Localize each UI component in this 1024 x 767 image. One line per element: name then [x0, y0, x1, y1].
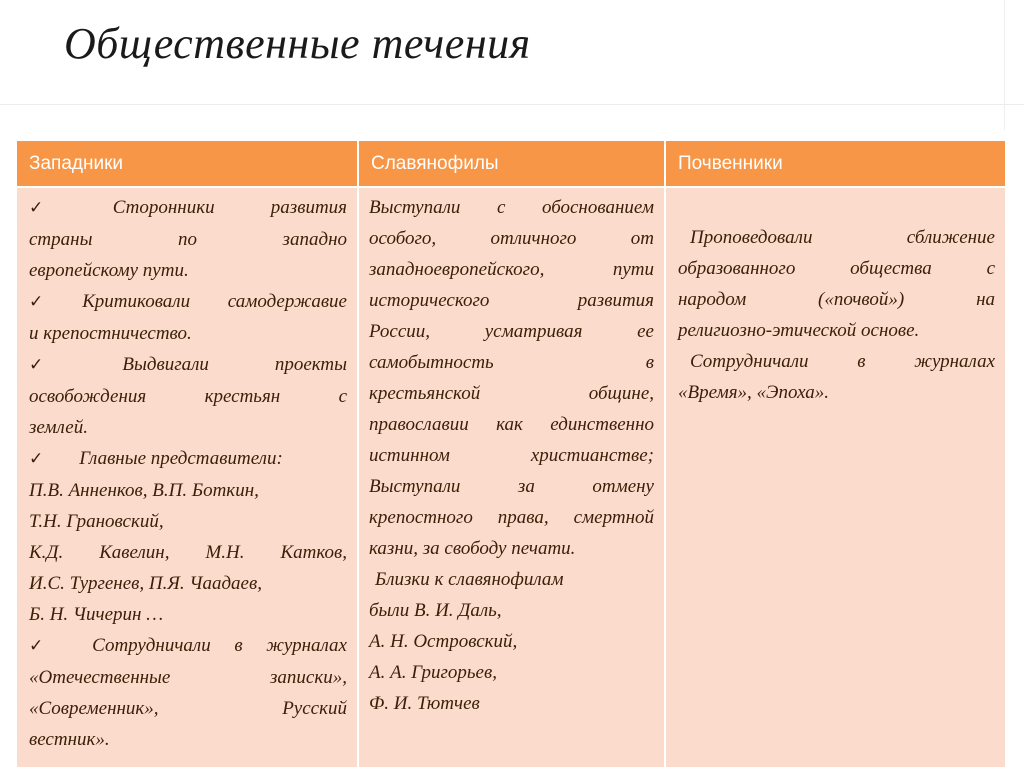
list-item: ✓ Главные представители: — [29, 448, 283, 469]
text-line: народом («почвой») на — [678, 289, 995, 310]
list-item: ✓ Сотрудничали в журналах — [29, 635, 347, 656]
text-line: И.С. Тургенев, П.Я. Чаадаев, — [29, 573, 262, 594]
text-line: европейскому пути. — [29, 260, 189, 281]
slavophiles-cell — [358, 187, 665, 767]
check-mark-icon: ✓ — [29, 355, 105, 375]
text-line: «Современник», Русский — [29, 698, 347, 719]
westerners-cell — [17, 187, 358, 767]
text-line: Ф. И. Тютчев — [369, 693, 480, 714]
list-item: ✓ Критиковали самодержавие — [29, 291, 347, 312]
check-mark-icon: ✓ — [29, 636, 63, 656]
text-line: вестник». — [29, 729, 110, 750]
text-line: А. А. Григорьев, — [369, 662, 497, 683]
text-line: православии как единственно — [369, 414, 654, 435]
text-line: крестьянской общине, — [369, 383, 654, 404]
text-line: «Время», «Эпоха». — [678, 382, 830, 403]
text-line: и крепостничество. — [29, 323, 192, 344]
header-pochvenniki: Почвенники — [665, 141, 1005, 187]
text-line: Б. Н. Чичерин … — [29, 604, 164, 625]
list-item: ✓ Выдвигали проекты — [29, 354, 347, 375]
social-movements-table — [17, 141, 1005, 767]
text-line: России, усматривая ее — [369, 321, 654, 342]
check-mark-icon: ✓ — [29, 449, 44, 469]
header-westerners: Западники — [17, 141, 358, 187]
text-line: Сотрудничали в журналах — [690, 351, 995, 372]
list-item: ✓ Сторонники развития — [29, 197, 347, 218]
pochvenniki-cell — [665, 187, 1005, 767]
text-line: Выступали с обоснованием — [369, 197, 654, 218]
right-divider-line — [1004, 0, 1005, 130]
text-line: казни, за свободу печати. — [369, 538, 576, 559]
check-mark-icon: ✓ — [29, 198, 95, 218]
table-header-row — [17, 141, 1005, 187]
header-slavophiles: Славянофилы — [358, 141, 665, 187]
text-line: самобытность в — [369, 352, 654, 373]
slide-title: Общественные течения — [64, 19, 531, 68]
text-line: А. Н. Островский, — [369, 631, 518, 652]
text-line: К.Д. Кавелин, М.Н. Катков, — [29, 542, 347, 563]
text-line: Выступали за отмену — [369, 476, 654, 497]
top-divider-line — [0, 104, 1024, 105]
text-line: особого, отличного от — [369, 228, 654, 249]
text-line: были В. И. Даль, — [369, 600, 502, 621]
text-line: исторического развития — [369, 290, 654, 311]
table-body-row — [17, 187, 1005, 767]
text-line: Близки к славянофилам — [375, 569, 564, 590]
check-mark-icon: ✓ — [29, 292, 77, 312]
text-line: западноевропейского, пути — [369, 259, 654, 280]
text-line: «Отечественные записки», — [29, 667, 347, 688]
text-line: религиозно-этической основе. — [678, 320, 920, 341]
text-line: Т.Н. Грановский, — [29, 511, 164, 532]
text-line: истинном христианстве; — [369, 445, 654, 466]
text-line: образованного общества с — [678, 258, 995, 279]
text-line: освобождения крестьян с — [29, 386, 347, 407]
text-line: Проповедовали сближение — [690, 227, 995, 248]
text-line: страны по западно — [29, 229, 347, 250]
text-line: землей. — [29, 417, 88, 438]
text-line: крепостного права, смертной — [369, 507, 654, 528]
text-line: П.В. Анненков, В.П. Боткин, — [29, 480, 259, 501]
